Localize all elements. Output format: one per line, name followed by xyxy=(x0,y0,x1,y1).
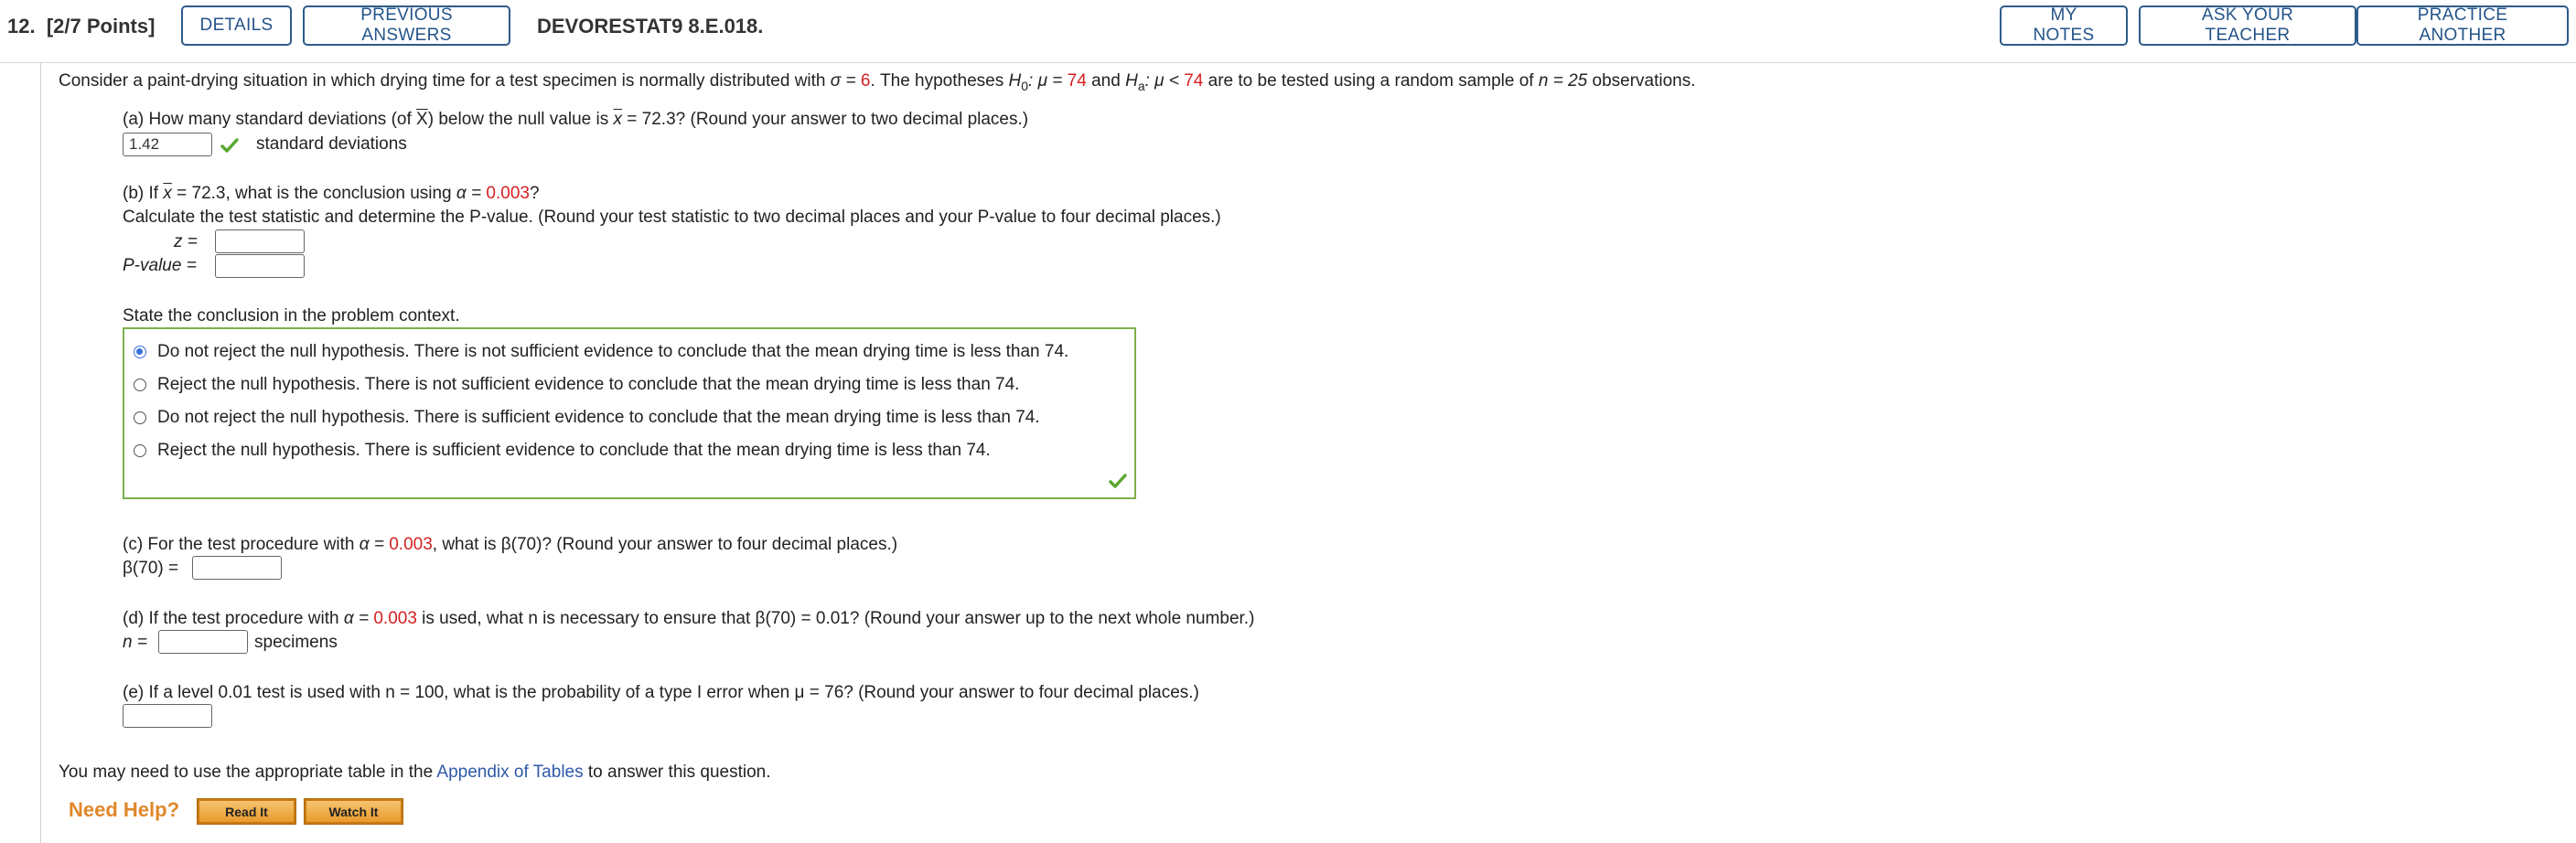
conclusion-prompt: State the conclusion in the problem context. xyxy=(123,306,460,325)
part-a-question: (a) How many standard deviations (of $\overline{X}$) below the null value is $\overline{x} = 72.3$? (Round your answer to two decimal places.) xyxy=(123,110,1029,129)
part-d-question: (d) If the test procedure with α = 0.003 is used, what n is necessary to ensure that β(70) = 0.01? (Round your answer up to the next whole number.) xyxy=(123,609,1255,628)
conclusion-option-4[interactable] xyxy=(134,441,991,461)
my-notes-button[interactable]: MY NOTES xyxy=(2000,5,2128,46)
option-label: Reject the null hypothesis. There is not sufficient evidence to conclude that the mean drying time is less than 74. xyxy=(157,375,1020,394)
part-e-question: (e) If a level 0.01 test is used with n = 100, what is the probability of a type I error when μ = 76? (Round your answer to four decimal places.) xyxy=(123,683,1199,702)
ask-your-teacher-button[interactable]: ASK YOUR TEACHER xyxy=(2139,5,2356,46)
conclusion-option-2[interactable] xyxy=(134,375,1019,395)
part-a-unit: standard deviations xyxy=(256,134,407,154)
appendix-link[interactable]: Appendix of Tables xyxy=(436,763,584,782)
z-input[interactable] xyxy=(215,229,305,253)
correct-check-icon xyxy=(220,138,239,153)
n-unit: specimens xyxy=(254,633,338,652)
part-c-question: (c) For the test procedure with α = 0.003, what is β(70)? (Round your answer to four decimal places.) xyxy=(123,535,898,554)
part-b-instruction: Calculate the test statistic and determine the P-value. (Round your test statistic to two decimal places and your P-value to four decimal places.) xyxy=(123,208,1221,227)
beta-label: β(70) = xyxy=(123,559,179,578)
need-help-label: Need Help? xyxy=(69,798,180,821)
read-it-button[interactable]: Read It xyxy=(198,799,295,824)
problem-code: DEVORESTAT9 8.E.018. xyxy=(537,15,764,37)
question-number: 12. [2/7 Points] xyxy=(7,15,156,37)
radio-button[interactable] xyxy=(134,411,146,424)
practice-another-button[interactable]: PRACTICE ANOTHER xyxy=(2356,5,2569,46)
z-label: z = xyxy=(174,232,198,251)
beta-70-input[interactable] xyxy=(192,556,282,580)
watch-it-button[interactable]: Watch It xyxy=(305,799,402,824)
correct-check-icon xyxy=(1109,474,1127,488)
points-label: [2/7 Points] xyxy=(46,15,156,37)
part-a-answer-input[interactable] xyxy=(123,133,212,156)
conclusion-options-group xyxy=(123,327,1136,499)
radio-button[interactable] xyxy=(134,444,146,457)
radio-button[interactable] xyxy=(134,379,146,391)
conclusion-option-3[interactable] xyxy=(134,408,1040,428)
p-value-label: P-value = xyxy=(123,256,197,275)
problem-statement: Consider a paint-drying situation in which drying time for a test specimen is normally distributed with σ = 6. The hypotheses $H_0$: μ = 74 and $H_a$: μ < 74 are to be tested using a random sample of n = 25 observations. xyxy=(59,71,1696,93)
p-value-input[interactable] xyxy=(215,254,305,278)
option-label: Reject the null hypothesis. There is sufficient evidence to conclude that the mean drying time is less than 74. xyxy=(157,441,991,460)
details-button[interactable]: DETAILS xyxy=(181,5,292,46)
n-label: n = xyxy=(123,633,147,652)
radio-button[interactable] xyxy=(134,346,146,358)
option-label: Do not reject the null hypothesis. There is sufficient evidence to conclude that the mean drying time is less than 74. xyxy=(157,408,1040,427)
type-1-error-input[interactable] xyxy=(123,704,212,728)
part-b-question: (b) If $\overline{x} = 72.3$, what is the conclusion using α = 0.003? xyxy=(123,184,540,203)
previous-answers-button[interactable]: PREVIOUS ANSWERS xyxy=(303,5,510,46)
conclusion-option-1[interactable] xyxy=(134,342,1068,362)
option-label: Do not reject the null hypothesis. There is not sufficient evidence to conclude that the mean drying time is less than 74. xyxy=(157,342,1069,361)
table-note: You may need to use the appropriate table in the Appendix of Tables to answer this question. xyxy=(59,763,771,782)
n-input[interactable] xyxy=(158,630,248,654)
